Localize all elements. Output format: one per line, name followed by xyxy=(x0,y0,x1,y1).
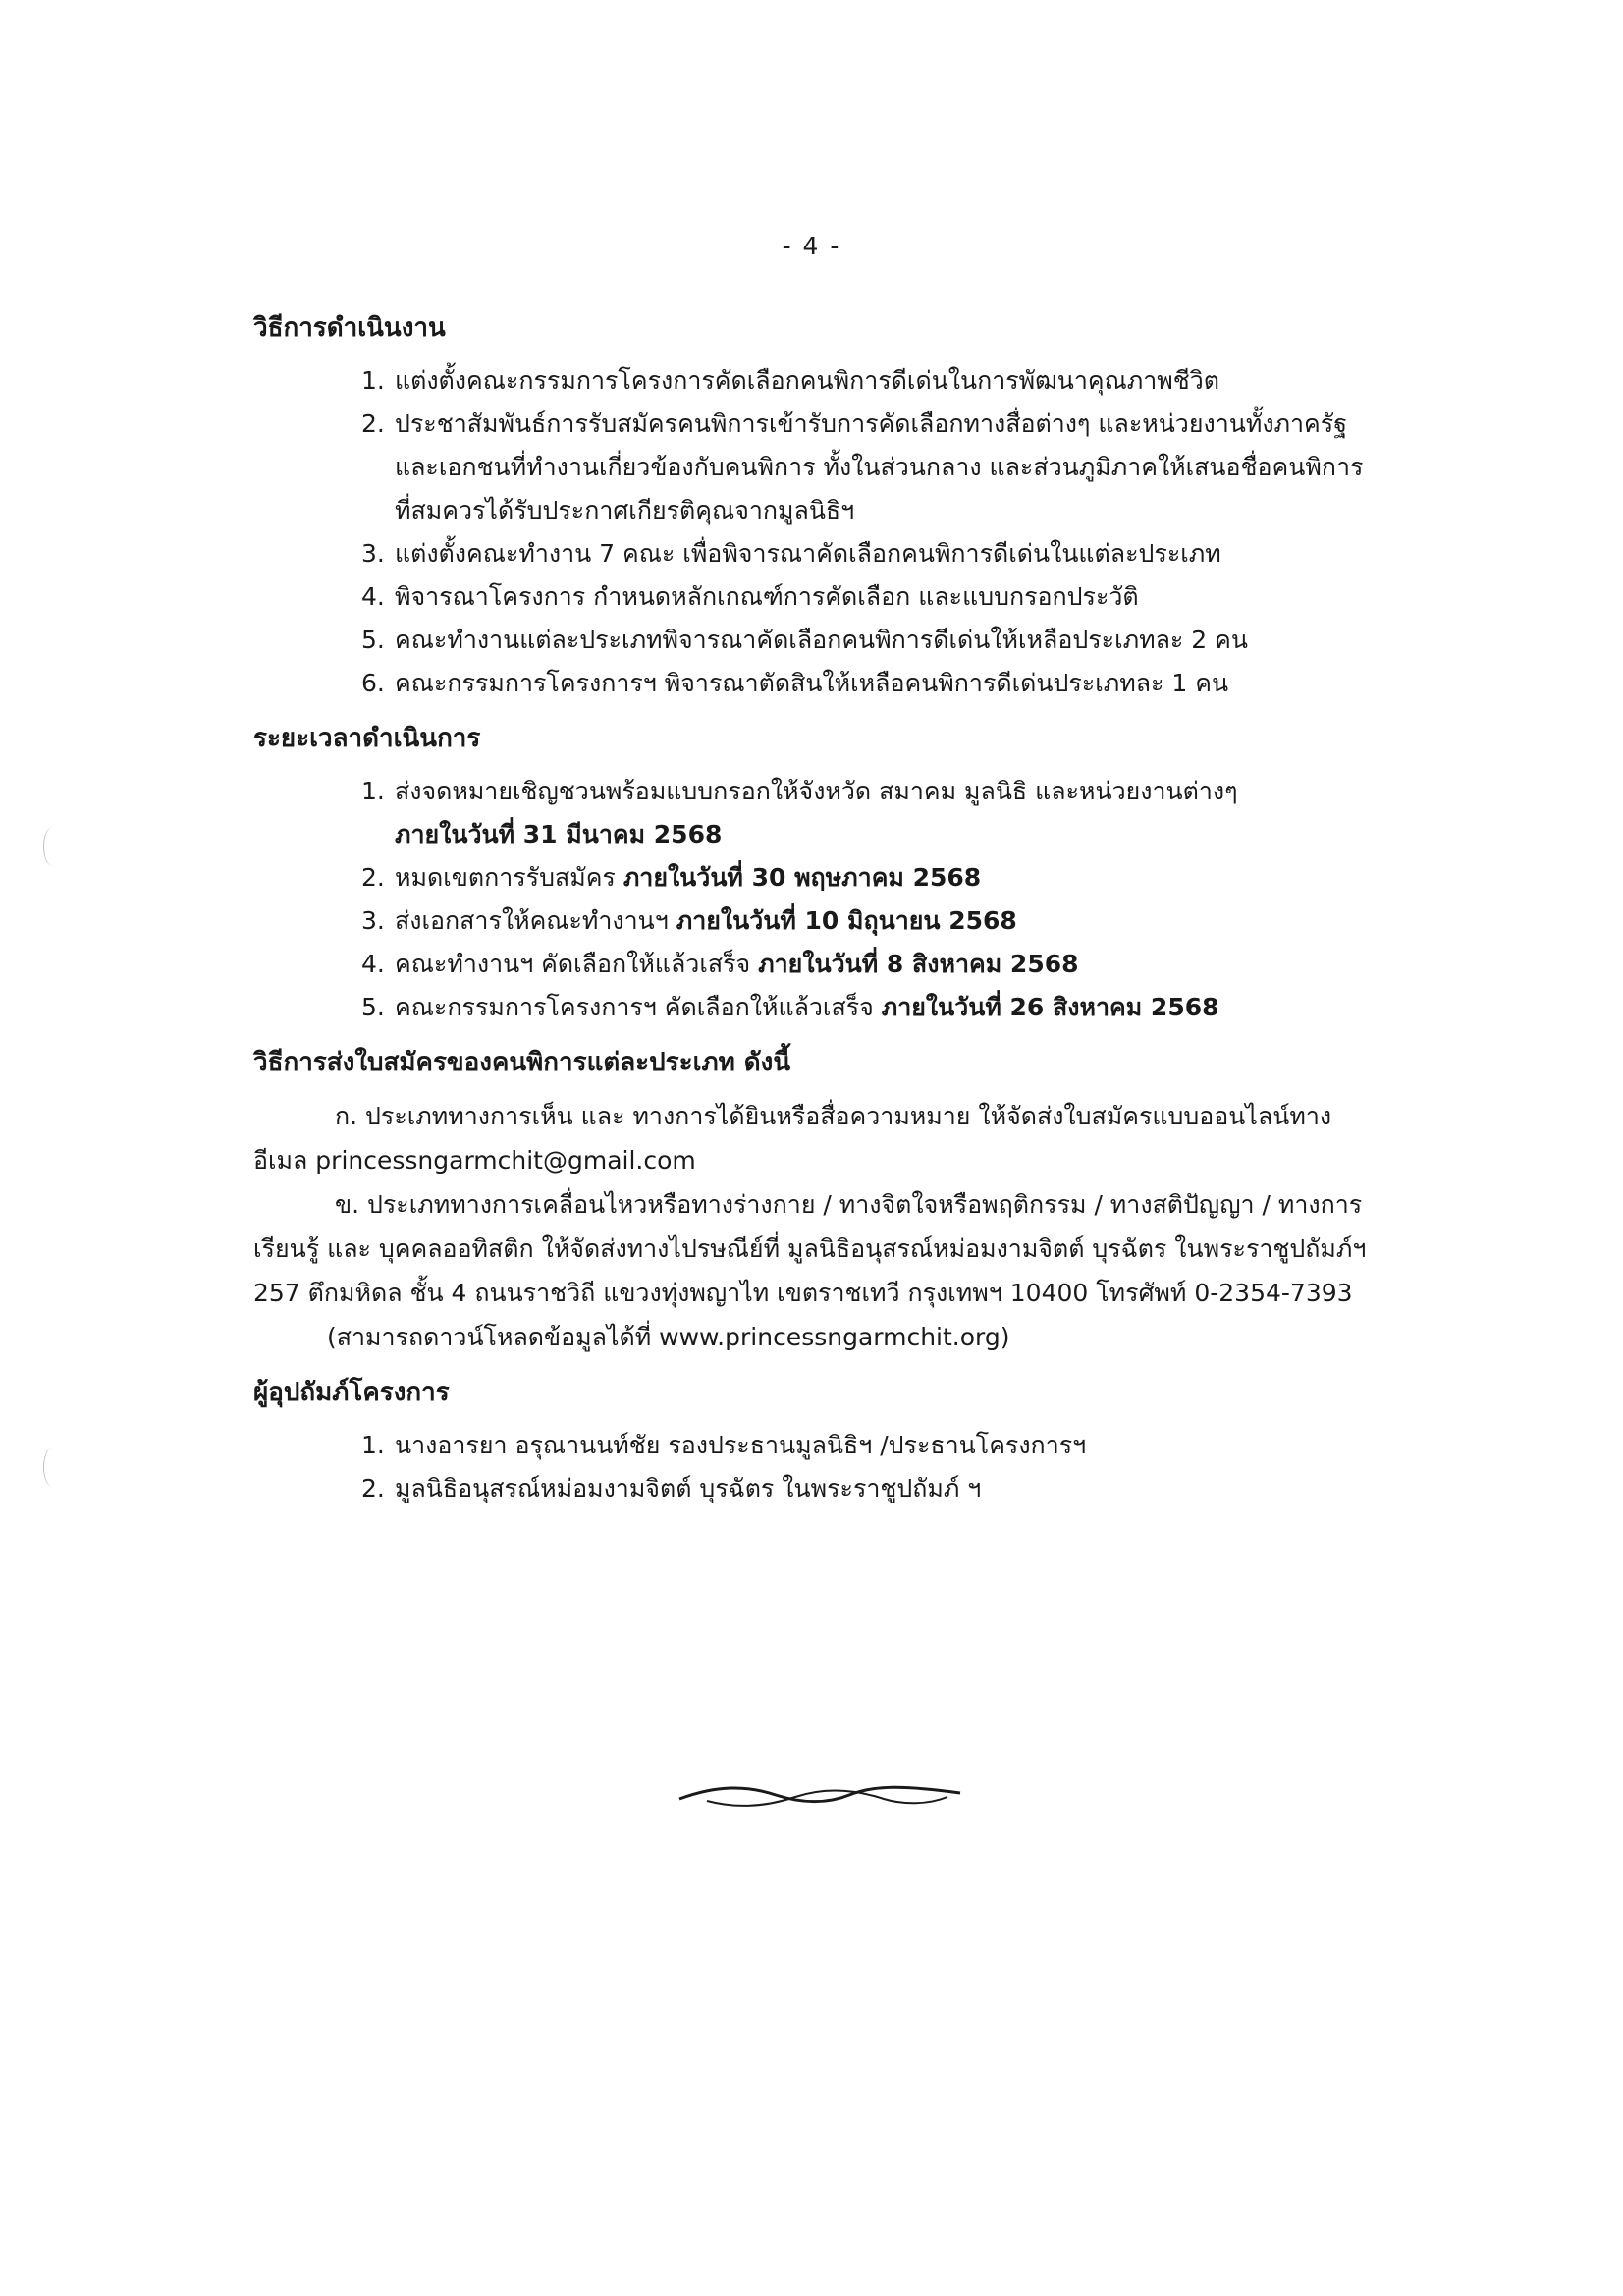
list-item xyxy=(253,403,1373,532)
list-item xyxy=(253,532,1373,575)
methods-section xyxy=(253,310,1373,705)
deadline-text: ภายในวันที่ 10 มิถุนายน 2568 xyxy=(676,906,1017,935)
deadline-text: ภายในวันที่ 26 สิงหาคม 2568 xyxy=(881,993,1219,1021)
item-number: 5. xyxy=(361,993,385,1021)
deadline-text: ภายในวันที่ 30 พฤษภาคม 2568 xyxy=(622,863,982,892)
item-number: 6. xyxy=(361,669,385,697)
methods-heading: วิธีการดำเนินงาน xyxy=(253,313,446,343)
item-number: 1. xyxy=(361,366,385,395)
list-item xyxy=(253,619,1373,662)
list-item xyxy=(253,986,1373,1029)
patrons-section xyxy=(253,1375,1373,1510)
item-text: หมดเขตการรับสมัคร xyxy=(395,863,616,892)
end-flourish-icon xyxy=(677,1779,962,1813)
list-item xyxy=(253,1467,1373,1510)
timeline-list xyxy=(253,770,1373,1029)
list-item xyxy=(253,900,1373,943)
list-item xyxy=(253,575,1373,619)
item-number: 4. xyxy=(361,582,385,611)
list-item xyxy=(253,359,1373,403)
item-number: 2. xyxy=(361,410,385,438)
item-text: คณะกรรมการโครงการฯ คัดเลือกให้แล้วเสร็จ xyxy=(395,993,874,1021)
submission-heading: วิธีการส่งใบสมัครของคนพิการแต่ละประเภท ดังนี้ xyxy=(253,1048,791,1077)
timeline-section xyxy=(253,721,1373,1029)
item-number: 4. xyxy=(361,950,385,978)
item-number: 3. xyxy=(361,539,385,568)
item-text: มูลนิธิอนุสรณ์หม่อมงามจิตต์ บุรฉัตร ในพระราชูปถัมภ์ ฯ xyxy=(395,1474,982,1503)
item-number: 2. xyxy=(361,1474,385,1503)
list-item xyxy=(253,770,1373,856)
submission-para-b: ข. ประเภททางการเคลื่อนไหวหรือทางร่างกาย / ทางจิตใจหรือพฤติกรรม / ทางสติปัญญา / ทางการเรียนรู้ และ บุคคลออทิสติก ให้จัดส่งทางไปรษณีย์ที่ มูลนิธิอนุสรณ์หม่อมงามจิตต์ บุรฉัตร ในพระราชูปถัมภ์ฯ 257 ตึกมหิดล ชั้น 4 ถนนราชวิถี แขวงทุ่งพญาไท เขตราชเทวี กรุงเทพฯ 10400 โทรศัพท์ 0-2354-7393 xyxy=(253,1190,1367,1307)
item-text: ส่งเอกสารให้คณะทำงานฯ xyxy=(395,906,669,935)
list-item xyxy=(253,662,1373,705)
patrons-list xyxy=(253,1424,1373,1510)
scan-hole-mark xyxy=(43,827,62,866)
item-text: ประชาสัมพันธ์การรับสมัครคนพิการเข้ารับการคัดเลือกทางสื่อต่างๆ และหน่วยงานทั้งภาครัฐและเอกชนที่ทำงานเกี่ยวข้องกับคนพิการ ทั้งในส่วนกลาง และส่วนภูมิภาคให้เสนอชื่อคนพิการที่สมควรได้รับประกาศเกียรติคุณจากมูลนิธิฯ xyxy=(395,410,1364,524)
item-text: คณะกรรมการโครงการฯ พิจารณาตัดสินให้เหลือคนพิการดีเด่นประเภทละ 1 คน xyxy=(395,669,1229,697)
patrons-heading: ผู้อุปถัมภ์โครงการ xyxy=(253,1378,450,1407)
item-number: 2. xyxy=(361,863,385,892)
item-number: 1. xyxy=(361,777,385,805)
item-text: แต่งตั้งคณะทำงาน 7 คณะ เพื่อพิจารณาคัดเลือกคนพิการดีเด่นในแต่ละประเภท xyxy=(395,539,1221,568)
item-text: คณะทำงานแต่ละประเภทพิจารณาคัดเลือกคนพิการดีเด่นให้เหลือประเภทละ 2 คน xyxy=(395,626,1248,654)
deadline-text: ภายในวันที่ 31 มีนาคม 2568 xyxy=(395,820,723,848)
item-text: นางอารยา อรุณานนท์ชัย รองประธานมูลนิธิฯ /ประธานโครงการฯ xyxy=(395,1431,1087,1459)
list-item xyxy=(253,856,1373,900)
item-number: 5. xyxy=(361,626,385,654)
item-number: 1. xyxy=(361,1431,385,1459)
timeline-heading: ระยะเวลาดำเนินการ xyxy=(253,724,481,753)
submission-para-a: ก. ประเภททางการเห็น และ ทางการได้ยินหรือสื่อความหมาย ให้จัดส่งใบสมัครแบบออนไลน์ทางอีเมล princessngarmchit@gmail.com xyxy=(253,1102,1332,1175)
submission-section xyxy=(253,1045,1373,1359)
methods-list xyxy=(253,359,1373,705)
item-text: คณะทำงานฯ คัดเลือกให้แล้วเสร็จ xyxy=(395,950,751,978)
item-number: 3. xyxy=(361,906,385,935)
document-body xyxy=(253,310,1373,1526)
list-item xyxy=(253,943,1373,986)
list-item xyxy=(253,1424,1373,1467)
item-text: ส่งจดหมายเชิญชวนพร้อมแบบกรอกให้จังหวัด สมาคม มูลนิธิ และหน่วยงานต่างๆ xyxy=(395,777,1238,805)
scan-hole-mark xyxy=(43,1448,62,1487)
deadline-text: ภายในวันที่ 8 สิงหาคม 2568 xyxy=(758,950,1079,978)
page-number: - 4 - xyxy=(782,232,841,260)
download-note: (สามารถดาวน์โหลดข้อมูลได้ที่ www.princessngarmchit.org) xyxy=(327,1323,1010,1351)
item-text: พิจารณาโครงการ กำหนดหลักเกณฑ์การคัดเลือก และแบบกรอกประวัติ xyxy=(395,582,1139,611)
item-text: แต่งตั้งคณะกรรมการโครงการคัดเลือกคนพิการดีเด่นในการพัฒนาคุณภาพชีวิต xyxy=(395,366,1220,395)
